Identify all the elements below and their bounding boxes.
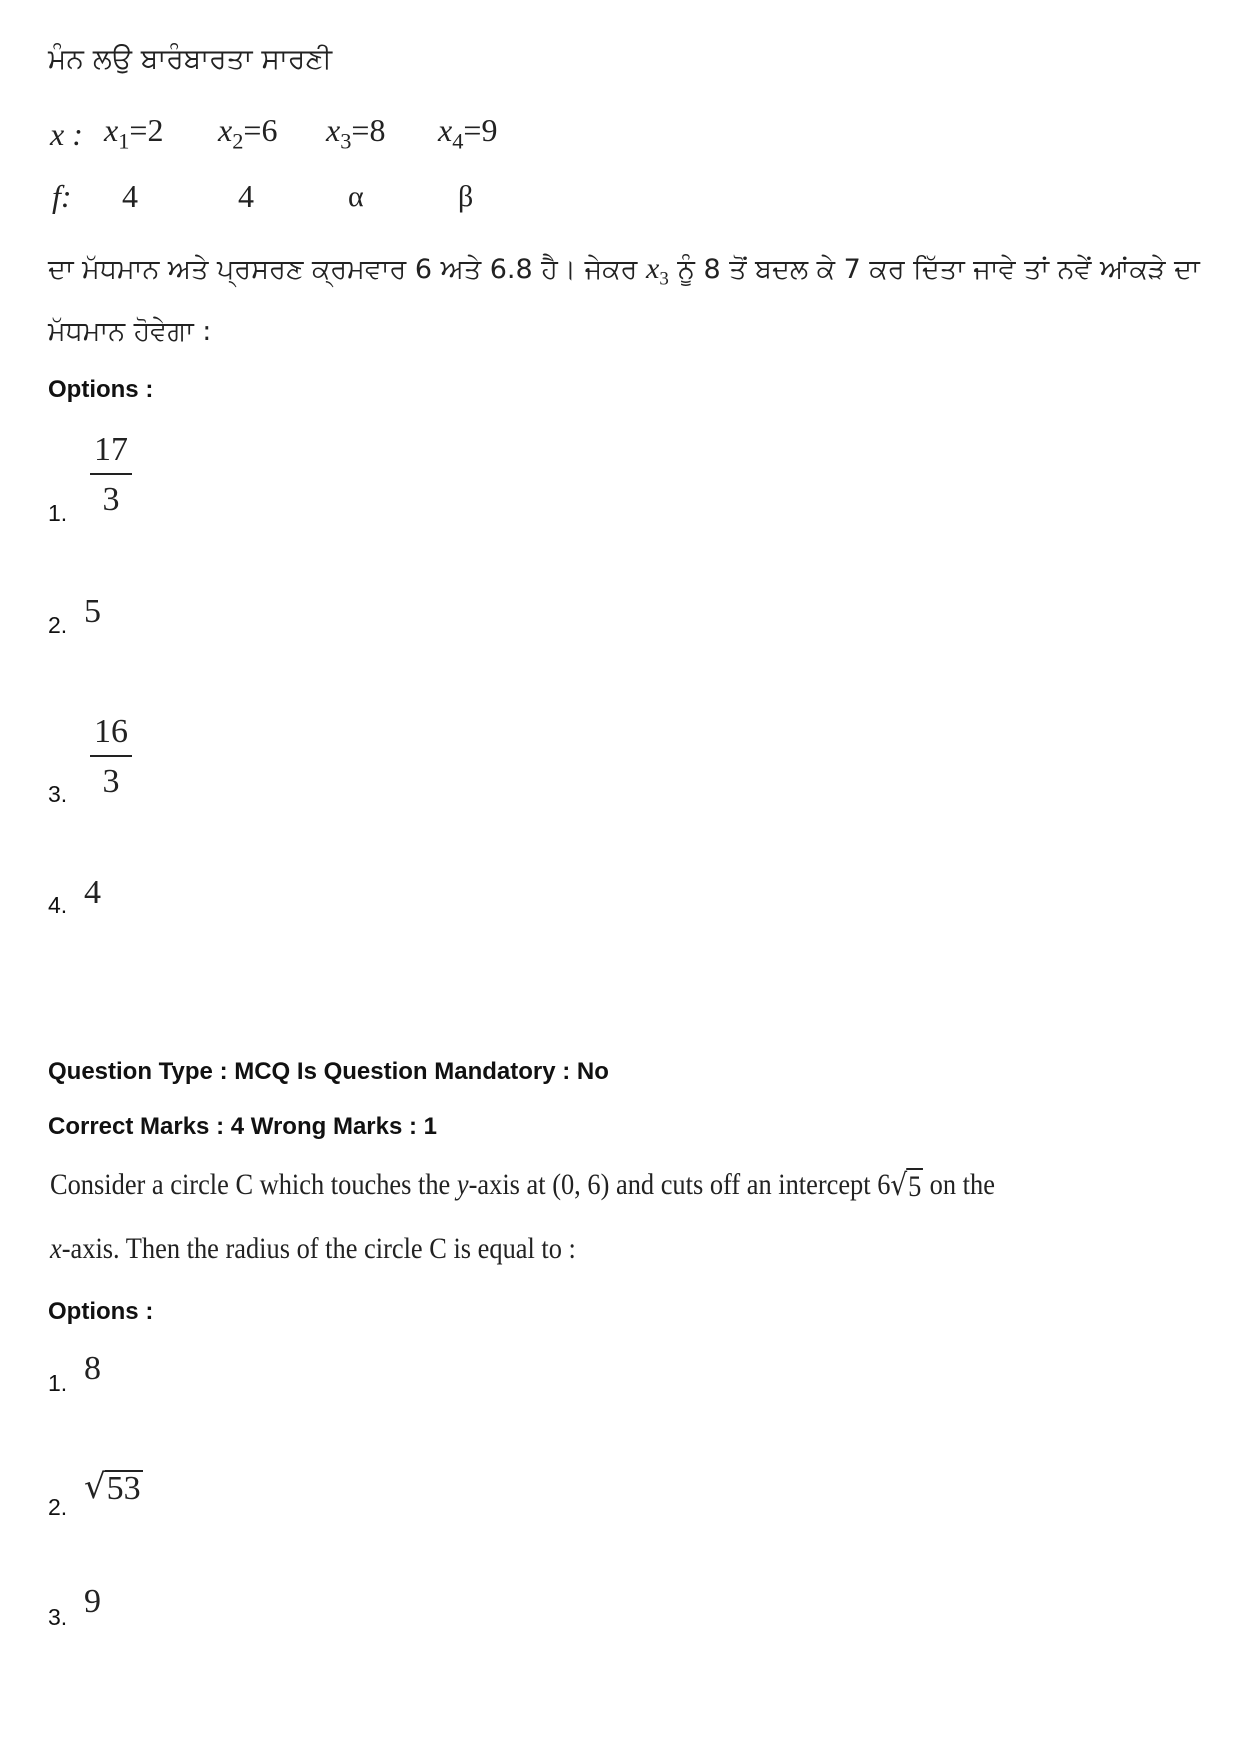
numerator: 17 bbox=[94, 431, 128, 468]
option-number: 3. bbox=[48, 1604, 68, 1630]
option-number: 1. bbox=[48, 500, 68, 526]
q2-meta-marks: Correct Marks : 4 Wrong Marks : 1 bbox=[48, 1113, 438, 1140]
q2-meta-type: Question Type : MCQ Is Question Mandatory : No bbox=[48, 1058, 609, 1085]
option-number: 2. bbox=[48, 612, 68, 638]
option-number: 2. bbox=[48, 1494, 68, 1520]
q2-statement-line2: x-axis. Then the radius of the circle C is equal to : bbox=[50, 1232, 576, 1265]
q1-statement-line1: ਦਾ ਮੱਧਮਾਨ ਅਤੇ ਪ੍ਰਸਰਣ ਕ੍ਰਮਵਾਰ 6 ਅਤੇ 6.8 ਹੈ। ਜੇਕਰ $x_3$ ਨੂੰ 8 ਤੋਂ ਬਦਲ ਕੇ 7 ਕਰ ਦਿੱਤਾ ਜਾਵੇ ਤਾਂ ਨਵੇਂ ਆਂਕੜੇ ਦਾ bbox=[48, 252, 1200, 290]
q1-statement-line2: ਮੱਧਮਾਨ ਹੋਵੇਗਾ : bbox=[48, 316, 212, 347]
sqrt-icon: √ bbox=[84, 1467, 106, 1507]
f1-value: 4 bbox=[122, 178, 138, 214]
fraction bbox=[90, 433, 132, 517]
option-number: 1. bbox=[48, 1370, 68, 1396]
q2-statement-line1: Consider a circle C which touches the y-axis at (0, 6) and cuts off an intercept 6 √ 5 on the bbox=[50, 1168, 995, 1203]
numerator: 16 bbox=[94, 713, 128, 750]
f-row-label: f: bbox=[52, 178, 72, 214]
option-value-sqrt: √ 53 bbox=[84, 1467, 141, 1507]
option-value: 5 bbox=[84, 593, 101, 630]
f2-value: 4 bbox=[238, 178, 254, 214]
option-value: 4 bbox=[84, 874, 101, 911]
x3-value: $x_3=8$ bbox=[326, 112, 386, 154]
f3-value: α bbox=[348, 180, 364, 213]
denominator: 3 bbox=[102, 763, 120, 800]
fraction-bar bbox=[90, 755, 132, 757]
option-value: 9 bbox=[84, 1583, 101, 1620]
fraction bbox=[90, 715, 132, 799]
f4-value: β bbox=[458, 180, 474, 213]
x2-value: $x_2=6$ bbox=[218, 112, 278, 154]
q1-options-label: Options : bbox=[48, 376, 154, 403]
x1-value: $x_1=2$ bbox=[104, 112, 164, 154]
option-value: 8 bbox=[84, 1350, 101, 1387]
fraction-bar bbox=[90, 473, 132, 475]
denominator: 3 bbox=[102, 481, 120, 518]
option-number: 4. bbox=[48, 892, 68, 918]
q2-options-label: Options : bbox=[48, 1298, 154, 1325]
q1-title: ਮੰਨ ਲਉ ਬਾਰੰਬਾਰਤਾ ਸਾਰਣੀ bbox=[48, 42, 333, 75]
x4-value: $x_4=9$ bbox=[438, 112, 498, 154]
intercept-expression: 6 √ 5 bbox=[877, 1168, 922, 1203]
x-row-label: x : bbox=[50, 116, 83, 152]
option-number: 3. bbox=[48, 781, 68, 807]
